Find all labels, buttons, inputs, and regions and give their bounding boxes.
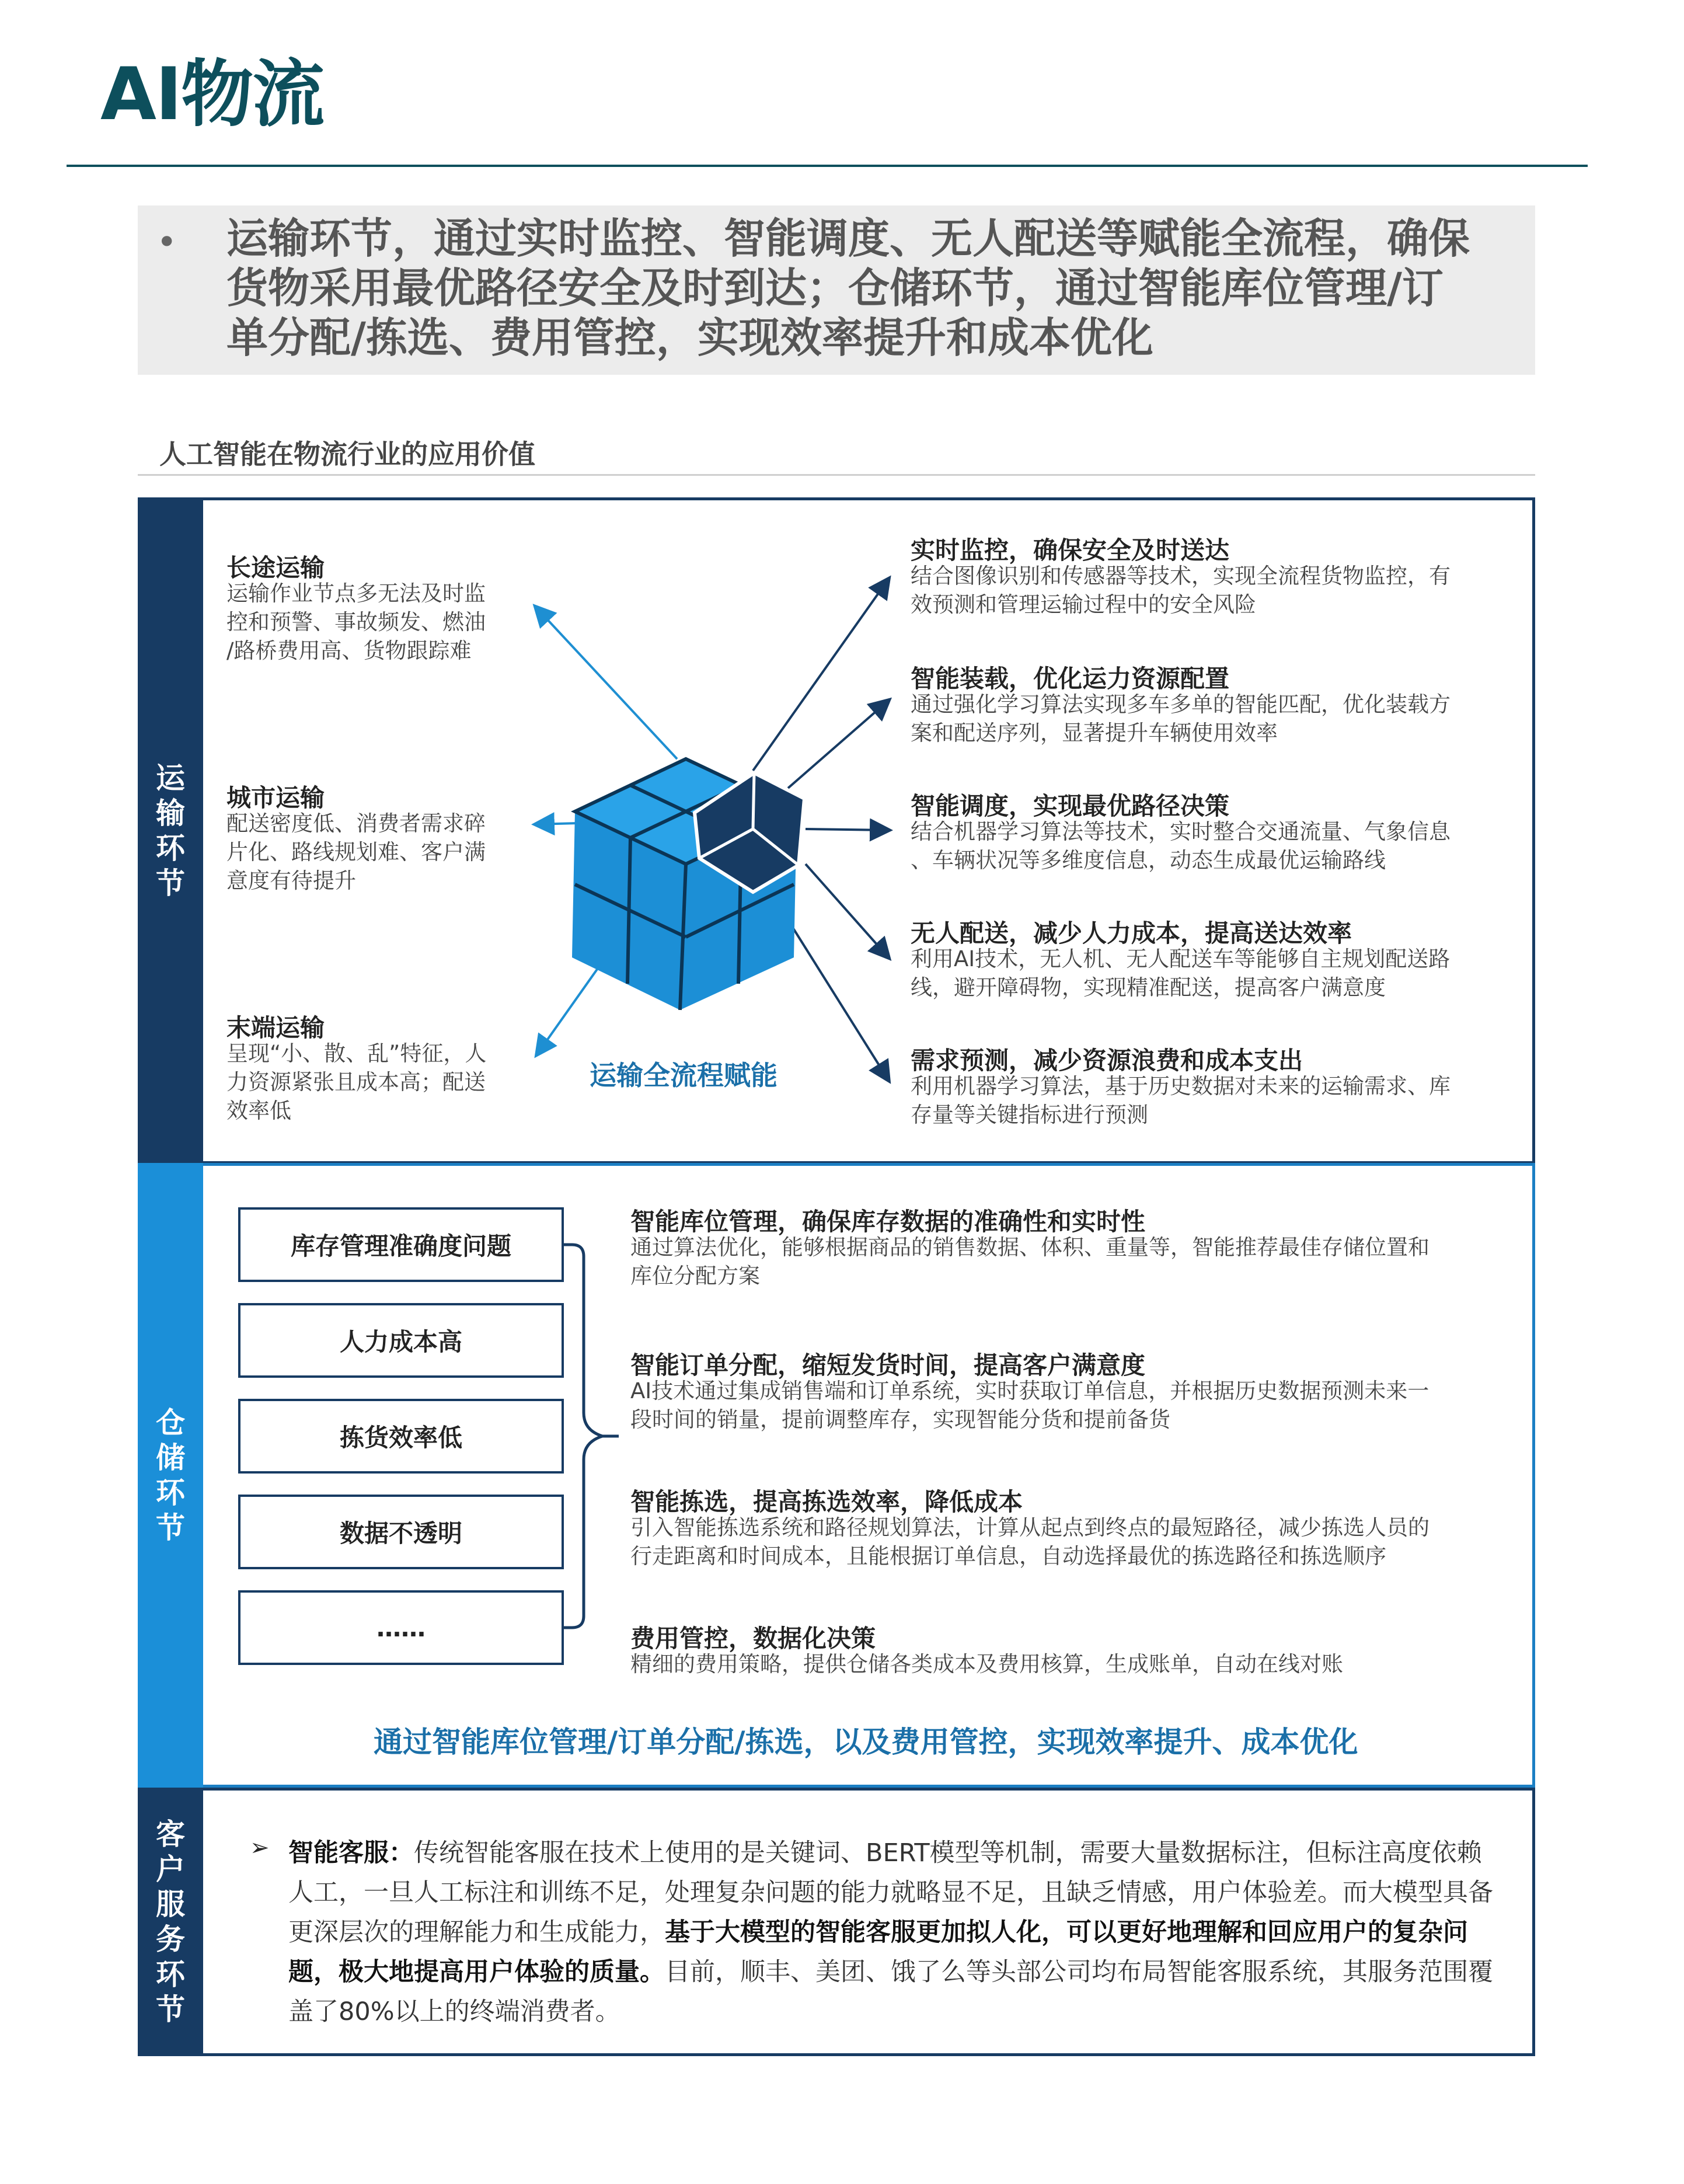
arrow-city [536, 823, 578, 824]
solution-body: 结合机器学习算法等技术，实时整合交通流量、气象信息 、车辆状况等多维度信息，动态生成最优运输路线 [911, 819, 1451, 873]
diagram-subtitle: 人工智能在物流行业的应用价值 [159, 438, 535, 470]
pain-point-title: 末端运输 [226, 1013, 325, 1042]
pain-point-body: 配送密度低、消费者需求碎 片化、路线规划难、客户满 意度有待提升 [226, 811, 486, 893]
arrow-delivery [806, 864, 888, 957]
solution-title: 无人配送，减少人力成本，提高送达效率 [911, 919, 1352, 948]
solution-body: 利用AI技术，无人机、无人配送车等能够自主规划配送路 线，避开障碍物，实现精准配送，提高客户满意度 [911, 946, 1451, 1000]
problem-box: 人力成本高 [238, 1303, 564, 1378]
pain-point-body: 呈现“小、散、乱”特征，人 力资源紧张且成本高；配送 效率低 [226, 1041, 487, 1123]
warehouse-solution-body: AI技术通过集成销售端和订单系统，实时获取订单信息，并根据历史数据预测未来一 段时间的销量，提前调整库存，实现智能分货和提前备货 [630, 1378, 1430, 1432]
arrow-bullet-icon: ➢ [250, 1834, 270, 1861]
arrow-dispatch [806, 829, 888, 830]
solution-title: 实时监控，确保安全及时送达 [911, 536, 1230, 565]
problem-box: …… [238, 1590, 564, 1665]
customer-service-text [288, 1833, 1502, 2032]
solution-title: 智能调度，实现最优路径决策 [911, 792, 1230, 820]
warehouse-solution-body: 引入智能拣选系统和路径规划算法，计算从起点到终点的最短路径，减少拣选人员的 行走距离和时间成本，且能根据订单信息，自动选择最优的拣选路径和拣选顺序 [630, 1515, 1430, 1569]
arrow-monitoring [753, 579, 888, 771]
arrow-long-haul [536, 607, 677, 759]
solution-title: 智能装载，优化运力资源配置 [911, 664, 1230, 693]
arrow-loading [788, 701, 888, 788]
page-title: AI物流 [100, 53, 324, 137]
summary-text: 运输环节，通过实时监控、智能调度、无人配送等赋能全流程，确保货物采用最优路径安全及时到达；仓储环节，通过智能库位管理/订单分配/拣选、费用管控，实现效率提升和成本优化 [226, 214, 1470, 362]
cs-text-1: 传统智能客服在技术上使用的是关键词、BERT模型等机制，需要大量数据标注，但标注高度依赖人工，一旦人工标注和训练不足，处理复杂问题的能力就略显不足，且缺乏情感，用户体验差。而大模型具备更深层次的理解能力和生成能力， [288, 1838, 1493, 1947]
warehouse-solution-title: 智能库位管理，确保库存数据的准确性和实时性 [630, 1207, 1146, 1236]
warehouse-conclusion: 通过智能库位管理/订单分配/拣选，以及费用管控，实现效率提升、成本优化 [374, 1725, 1358, 1759]
customer-service-side-label: 客户服务环节 [138, 1788, 203, 2056]
problem-box: 库存管理准确度问题 [238, 1207, 564, 1282]
warehouse-solution-title: 费用管控，数据化决策 [630, 1624, 876, 1653]
cube-caption: 运输全流程赋能 [590, 1060, 778, 1091]
pain-point-body: 运输作业节点多无法及时监 控和预警、事故频发、燃油 /路桥费用高、货物跟踪难 [226, 581, 486, 663]
summary-bullet: • [156, 222, 177, 263]
cube [572, 759, 804, 1010]
pain-point-title: 长途运输 [226, 553, 325, 582]
warehouse-solution-title: 智能拣选，提高拣选效率，降低成本 [630, 1488, 1023, 1516]
problem-box: 拣货效率低 [238, 1399, 564, 1474]
bracket [560, 1238, 630, 1635]
cs-text-2: 目前，顺丰、美团、饿了么等头部公司均布局智能客服系统，其服务范围覆盖了80%以上的终端消费者。 [288, 1957, 1493, 2026]
warehouse-side-label: 仓储环节 [138, 1163, 203, 1788]
transport-side-label: 运输环节 [138, 497, 203, 1164]
pain-point-title: 城市运输 [226, 783, 325, 812]
warehouse-solution-body: 通过算法优化，能够根据商品的销售数据、体积、重量等，智能推荐最佳存储位置和 库位分配方案 [630, 1235, 1430, 1288]
arrow-forecast [782, 911, 888, 1080]
cs-highlight: 基于大模型的智能客服更加拟人化，可以更好地理解和回应用户的复杂问题，极大地提高用户体验的质量。 [288, 1918, 1468, 1987]
problem-box: 数据不透明 [238, 1495, 564, 1569]
warehouse-solution-title: 智能订单分配，缩短发货时间，提高客户满意度 [630, 1351, 1146, 1380]
solution-body: 利用机器学习算法，基于历史数据对未来的运输需求、库 存量等关键指标进行预测 [911, 1074, 1451, 1127]
cs-heading: 智能客服： [288, 1838, 414, 1868]
solution-body: 通过强化学习算法实现多车多单的智能匹配，优化装载方 案和配送序列，显著提升车辆使用效率 [911, 692, 1451, 746]
solution-title: 需求预测，减少资源浪费和成本支出 [911, 1046, 1303, 1075]
warehouse-solution-body: 精细的费用策略，提供仓储各类成本及费用核算，生成账单，自动在线对账 [630, 1652, 1343, 1677]
solution-body: 结合图像识别和传感器等技术，实现全流程货物监控，有 效预测和管理运输过程中的安全风险 [911, 563, 1451, 617]
